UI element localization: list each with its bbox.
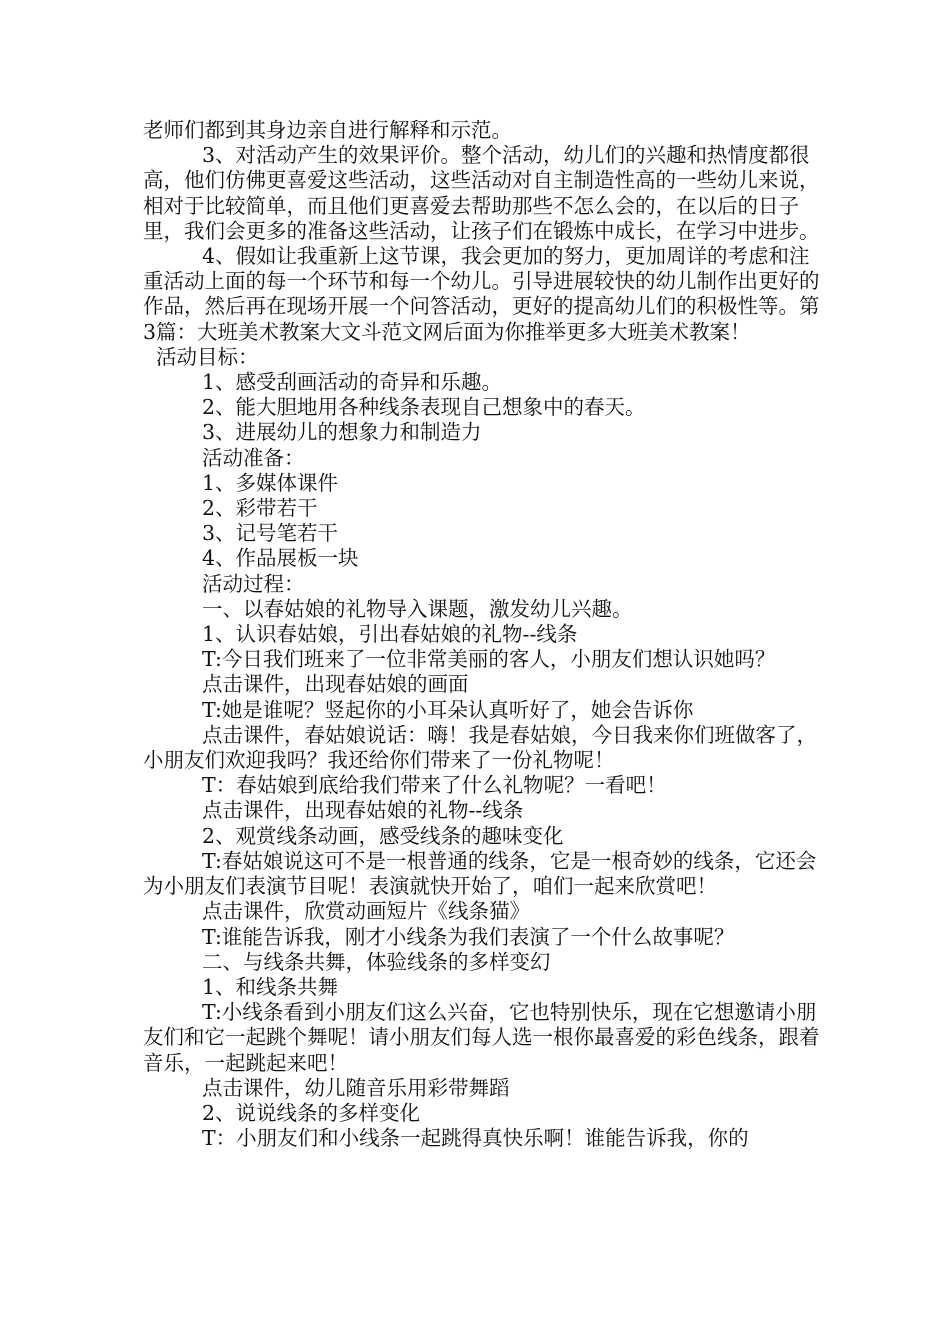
teacher-line-7: T：小朋友们和小线条一起跳得真快乐啊！谁能告诉我，你的 xyxy=(202,1126,749,1151)
goal-item-3: 3、进展幼儿的想象力和制造力 xyxy=(202,420,482,445)
courseware-note-3: 点击课件，出现春姑娘的礼物--线条 xyxy=(202,798,524,823)
goal-item-1: 1、感受刮画活动的奇异和乐趣。 xyxy=(202,370,503,395)
heading-activity-goals: 活动目标： xyxy=(156,344,259,369)
courseware-note-4: 点击课件，欣赏动画短片《线条猫》 xyxy=(202,899,530,924)
courseware-note-2: 点击课件，春姑娘说话：嗨！我是春姑娘，今日我来你们班做客了，小朋友们欢迎我吗？我还给你们带来了一份礼物呢！ xyxy=(143,722,817,773)
process-substep-1-2: 2、观赏线条动画，感受线条的趣味变化 xyxy=(202,823,564,848)
teacher-line-5: T:谁能告诉我，刚才小线条为我们表演了一个什么故事呢？ xyxy=(202,924,735,949)
prep-item-4: 4、作品展板一块 xyxy=(202,546,359,571)
courseware-note-1: 点击课件，出现春姑娘的画面 xyxy=(202,672,469,697)
heading-activity-process: 活动过程： xyxy=(202,571,305,596)
heading-activity-preparation: 活动准备： xyxy=(202,445,305,470)
teacher-line-6: T:小线条看到小朋友们这么兴奋，它也特别快乐，现在它想邀请小朋友们和它一起跳个舞呢！请小朋友们每人选一根你最喜爱的彩色线条，跟着音乐，一起跳起来吧！ xyxy=(143,1000,820,1075)
prep-item-1: 1、多媒体课件 xyxy=(202,470,339,495)
prep-item-2: 2、彩带若干 xyxy=(202,496,318,521)
teacher-line-3: T：春姑娘到底给我们带来了什么礼物呢？一看吧！ xyxy=(202,773,667,798)
process-substep-2-1: 1、和线条共舞 xyxy=(202,974,339,999)
process-substep-1-1: 1、认识春姑娘，引出春姑娘的礼物--线条 xyxy=(202,622,578,647)
goal-item-2: 2、能大胆地用各种线条表现自己想象中的春天。 xyxy=(202,395,646,420)
process-step-1: 一、以春姑娘的礼物导入课题，激发幼儿兴趣。 xyxy=(202,596,633,621)
teacher-line-4: T:春姑娘说这可不是一根普通的线条，它是一根奇妙的线条，它还会为小朋友们表演节目呢！表演就快开始了，咱们一起来欣赏吧！ xyxy=(143,848,817,899)
prep-item-3: 3、记号笔若干 xyxy=(202,521,339,546)
courseware-note-5: 点击课件，幼儿随音乐用彩带舞蹈 xyxy=(202,1075,510,1100)
document-body xyxy=(143,118,823,1151)
teacher-line-2: T:她是谁呢？竖起你的小耳朵认真听好了，她会告诉你 xyxy=(202,697,694,722)
paragraph-effect-evaluation: 3、对活动产生的效果评价。整个活动，幼儿们的兴趣和热情度都很高，他们仿佛更喜爱这些活动，这些活动对自主制造性高的一些幼儿来说，相对于比较简单，而且他们更喜爱去帮助那些不怎么会的，在以后的日子里，我们会更多的准备这些活动，让孩子们在锻炼中成长，在学习中进步。 xyxy=(143,143,820,243)
paragraph-teacher-demo: 老师们都到其身边亲自进行解释和示范。 xyxy=(143,118,512,142)
paragraph-reflection: 4、假如让我重新上这节课，我会更加的努力，更加周详的考虑和注重活动上面的每一个环节和每一个幼儿。引导进展较快的幼儿制作出更好的作品，然后再在现场开展一个问答活动，更好的提高幼儿们的积极性等。第3篇：大班美术教案大文斗范文网后面为你推举更多大班美术教案！ xyxy=(143,244,820,344)
process-substep-2-2: 2、说说线条的多样变化 xyxy=(202,1100,421,1125)
process-step-2: 二、与线条共舞，体验线条的多样变幻 xyxy=(202,949,551,974)
teacher-line-1: T:今日我们班来了一位非常美丽的客人，小朋友们想认识她吗？ xyxy=(202,647,776,672)
